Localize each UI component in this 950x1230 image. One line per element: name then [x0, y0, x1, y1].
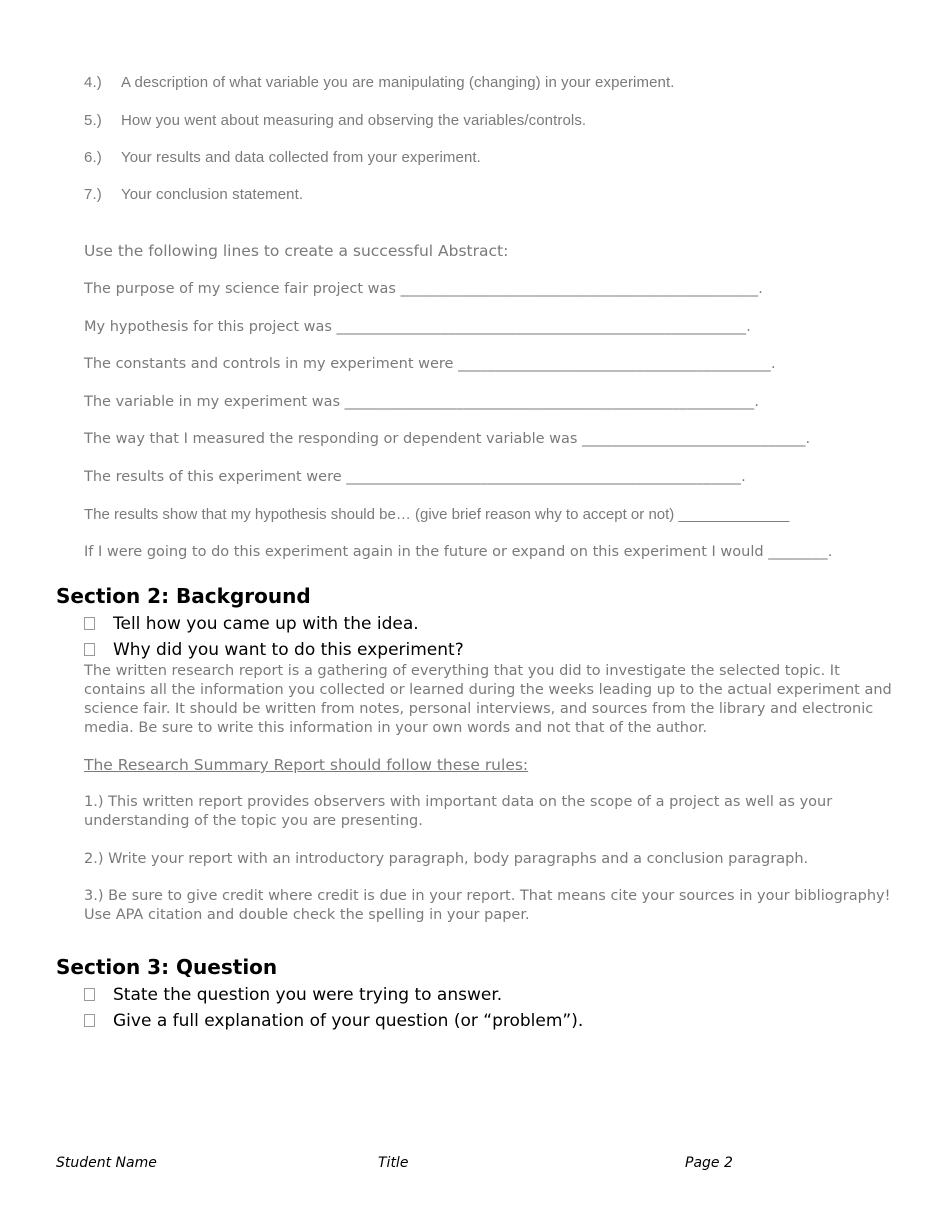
- rules-heading: The Research Summary Report should follow these rules:: [84, 756, 529, 774]
- list-item-7: [84, 186, 303, 203]
- checkbox-icon[interactable]: [84, 643, 95, 656]
- bullet-text: Give a full explanation of your question (or “problem”).: [113, 1011, 584, 1031]
- list-text: A description of what variable you are manipulating (changing) in your experiment.: [121, 74, 675, 91]
- line-prompt: The way that I measured the responding or dependent variable was: [84, 431, 583, 447]
- list-text: Your results and data collected from your experiment.: [121, 149, 481, 166]
- footer-student-name: Student Name: [56, 1155, 157, 1171]
- line-end: .: [754, 394, 759, 410]
- list-number: 6.): [84, 149, 102, 166]
- abstract-line-hypothesis: [84, 319, 751, 335]
- line-end: .: [746, 319, 751, 335]
- section-2-bullet-why: [84, 640, 464, 660]
- line-blank[interactable]: ________: [768, 544, 828, 560]
- rule-3: 3.) Be sure to give credit where credit is due in your report. That means cite your sources in your bibliography! Use APA citation and double check the spelling in your paper.: [84, 888, 891, 923]
- line-end: .: [741, 469, 746, 485]
- line-end: .: [758, 281, 763, 297]
- line-blank[interactable]: ____________: [678, 506, 781, 523]
- section-3-bullet-explanation: [84, 1011, 583, 1031]
- line-end: .: [770, 356, 776, 372]
- line-prompt: My hypothesis for this project was: [84, 319, 337, 335]
- abstract-line-future: [84, 544, 832, 560]
- section-2-bullet-idea: [84, 614, 419, 634]
- line-end: .: [827, 544, 833, 560]
- line-blank[interactable]: __________________________________________: [458, 356, 771, 372]
- research-report-paragraph: The written research report is a gathering of everything that you did to investigate the selected topic. It contains all the information you collected or learned during the weeks leading up to the actual experiment and science fair. It should be written from notes, personal interviews, and sources from the library and electronic media. Be sure to write this information in your own words and not that of the author.: [84, 663, 892, 736]
- abstract-line-measurement: [84, 431, 810, 447]
- line-blank[interactable]: ________________________________________________: [400, 281, 759, 297]
- list-item-4: [84, 74, 675, 91]
- abstract-line-results: [84, 469, 746, 485]
- checkbox-icon[interactable]: [84, 617, 95, 630]
- checkbox-icon[interactable]: [84, 1014, 95, 1027]
- section-2-heading: Section 2: Background: [56, 584, 311, 608]
- line-prompt: If I were going to do this experiment again in the future or expand on this experiment I would: [84, 544, 769, 560]
- line-end: _: [780, 506, 790, 523]
- footer-title: Title: [378, 1155, 409, 1171]
- list-item-6: [84, 149, 481, 166]
- rule-2: 2.) Write your report with an introductory paragraph, body paragraphs and a conclusion paragraph.: [84, 851, 809, 867]
- line-end: .: [805, 431, 811, 447]
- line-blank[interactable]: _____________________________________________________: [346, 469, 742, 485]
- abstract-line-purpose: [84, 281, 763, 297]
- line-blank[interactable]: ______________________________: [582, 431, 806, 447]
- section-3-bullet-question: [84, 985, 502, 1005]
- abstract-line-variable: [84, 394, 759, 410]
- line-prompt: The purpose of my science fair project was: [84, 281, 401, 297]
- line-prompt: The variable in my experiment was: [84, 394, 345, 410]
- footer-page-number: Page 2: [685, 1155, 733, 1171]
- list-item-5: [84, 112, 586, 129]
- list-text: Your conclusion statement.: [121, 186, 304, 203]
- line-prompt: The results of this experiment were: [84, 469, 347, 485]
- bullet-text: Why did you want to do this experiment?: [113, 640, 464, 660]
- bullet-text: State the question you were trying to answer.: [113, 985, 503, 1005]
- abstract-line-constants: [84, 356, 776, 372]
- line-blank[interactable]: _______________________________________________________: [336, 319, 747, 335]
- bullet-text: Tell how you came up with the idea.: [113, 614, 419, 634]
- list-number: 7.): [84, 186, 102, 203]
- list-number: 5.): [84, 112, 102, 129]
- line-blank[interactable]: _______________________________________________________: [344, 394, 755, 410]
- abstract-line-hypothesis-accept: [84, 506, 789, 523]
- abstract-intro: Use the following lines to create a successful Abstract:: [84, 242, 509, 260]
- section-3-heading: Section 3: Question: [56, 955, 278, 979]
- rule-1: 1.) This written report provides observers with important data on the scope of a project as well as your understanding of the topic you are presenting.: [84, 794, 833, 829]
- line-prompt: The results show that my hypothesis should be… (give brief reason why to accept or not): [84, 506, 679, 523]
- line-prompt: The constants and controls in my experiment were: [84, 356, 459, 372]
- list-number: 4.): [84, 74, 102, 91]
- list-text: How you went about measuring and observing the variables/controls.: [121, 112, 587, 129]
- checkbox-icon[interactable]: [84, 988, 95, 1001]
